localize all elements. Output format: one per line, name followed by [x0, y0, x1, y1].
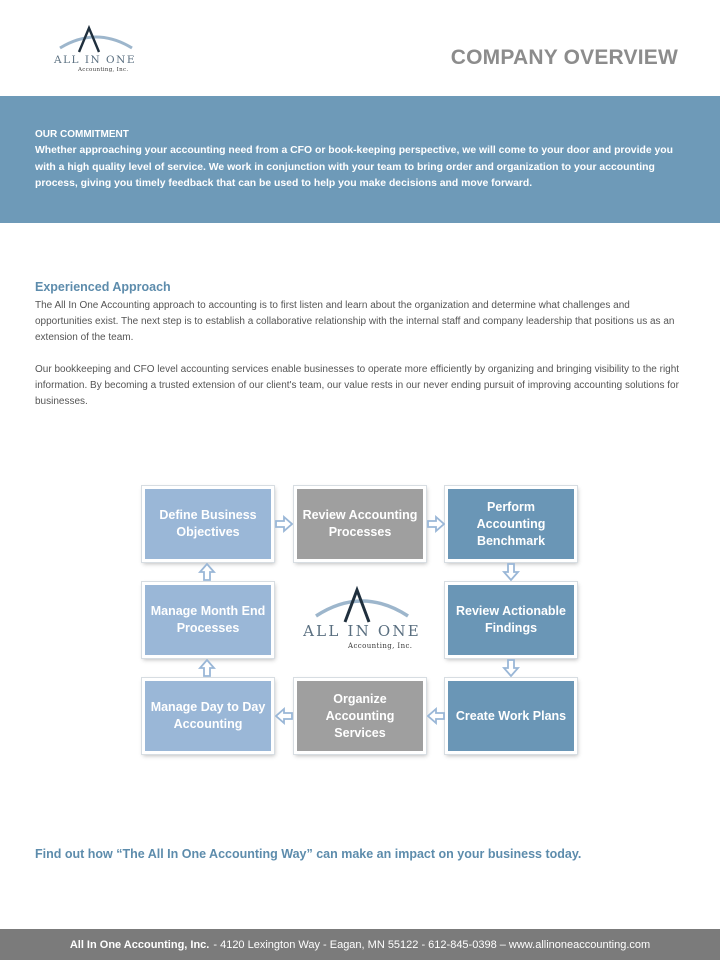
logo-wordmark: ALL IN ONE	[303, 622, 421, 640]
page-title: COMPANY OVERVIEW	[450, 46, 678, 69]
arrow-left-icon	[275, 707, 293, 725]
approach-paragraph-2: Our bookkeeping and CFO level accounting services enable businesses to operate more efficiently by organizing and bringing visibility to the right information. By becoming a trusted extension of our client's team, our value rests in our never ending pursuit of improving accounting solutions for businesses.	[35, 364, 680, 407]
step-review-processes: Review Accounting Processes	[294, 486, 426, 562]
step-day-to-day: Manage Day to Day Accounting	[142, 678, 274, 754]
center-logo	[296, 582, 428, 658]
logo-tagline: Accounting, Inc.	[348, 642, 413, 650]
logo-peak-icon	[306, 582, 418, 624]
logo-tagline: Accounting, Inc.	[78, 67, 129, 73]
step-define-objectives: Define Business Objectives	[142, 486, 274, 562]
commitment-heading: OUR COMMITMENT	[35, 129, 129, 140]
logo-peak-icon	[46, 22, 146, 56]
arrow-down-icon	[502, 659, 520, 677]
logo-wordmark: ALL IN ONE	[54, 54, 136, 66]
step-create-work-plans: Create Work Plans	[445, 678, 577, 754]
step-organize-services: Organize Accounting Services	[294, 678, 426, 754]
step-perform-benchmark: Perform Accounting Benchmark	[445, 486, 577, 562]
step-review-findings: Review Actionable Findings	[445, 582, 577, 658]
arrow-right-icon	[427, 515, 445, 533]
arrow-left-icon	[427, 707, 445, 725]
footer-contact: - 4120 Lexington Way - Eagan, MN 55122 - 612-845-0398 – www.allinoneaccounting.com	[213, 938, 651, 951]
arrow-right-icon	[275, 515, 293, 533]
call-to-action: Find out how “The All In One Accounting Way” can make an impact on your business today.	[35, 847, 582, 861]
footer-company: All In One Accounting, Inc.	[69, 938, 210, 951]
arrow-up-icon	[198, 563, 216, 581]
commitment-text: Whether approaching your accounting need from a CFO or book-keeping perspective, we will come to your door and provide you with a high quality level of service. We work in conjunction with your team to bring order and organization to your accounting process, giving you timely feedback that can be used to help you make decisions and move forward.	[35, 145, 673, 189]
step-month-end: Manage Month End Processes	[142, 582, 274, 658]
arrow-down-icon	[502, 563, 520, 581]
approach-heading: Experienced Approach	[35, 280, 171, 294]
company-logo	[46, 22, 146, 74]
footer	[0, 929, 720, 960]
arrow-up-icon	[198, 659, 216, 677]
approach-paragraph-1: The All In One Accounting approach to accounting is to first listen and learn about the organization and determine what challenges and opportunities exist. The next step is to establish a collaborative relationship with the internal staff and company leadership that positions us as an extension of the team.	[35, 300, 675, 343]
